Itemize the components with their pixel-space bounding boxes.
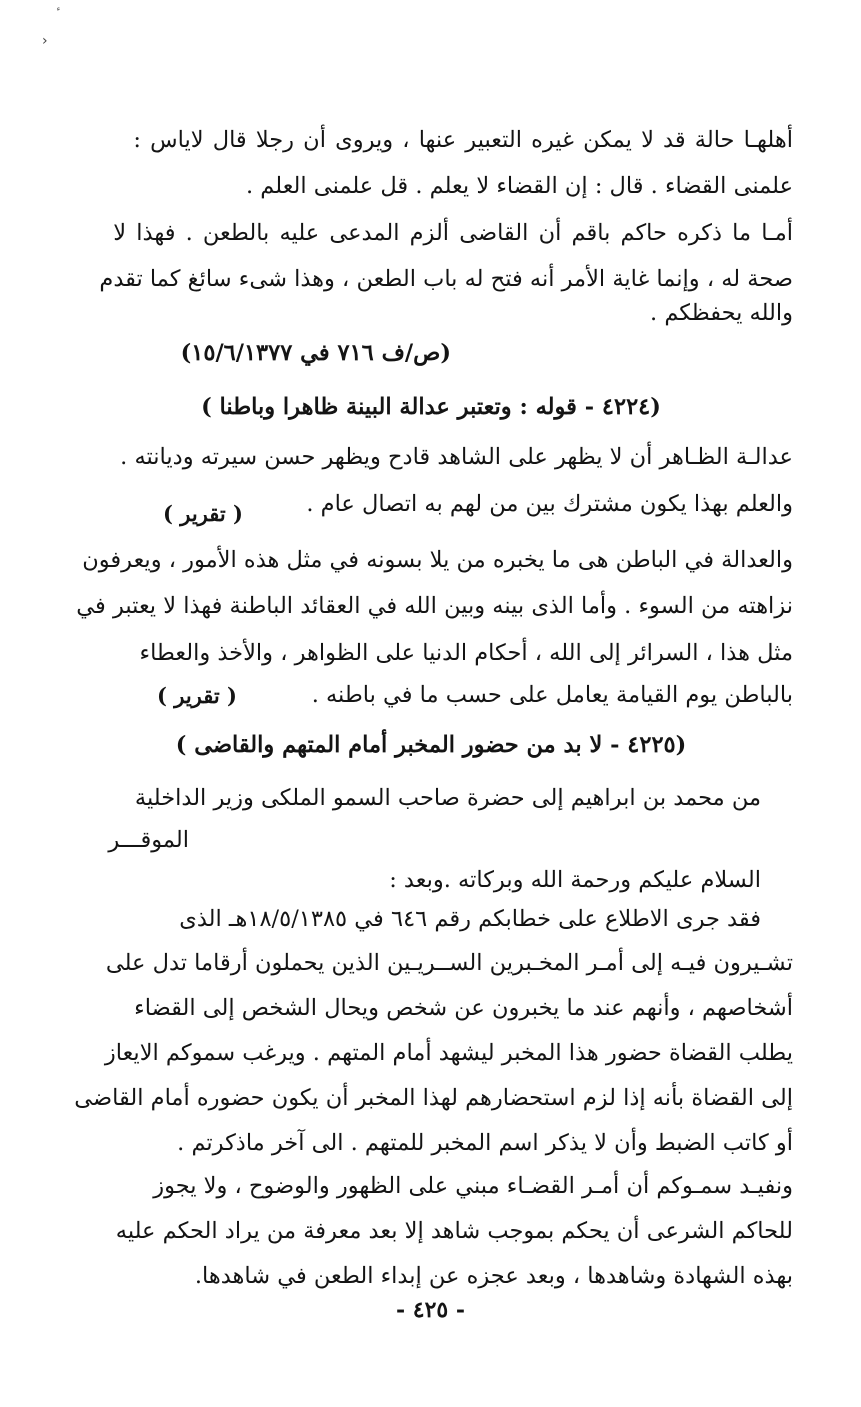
letter-paragraph-line: أو كاتب الضبط وأن لا يذكر اسم المخبر للمتهم . الى آخر ماذكرتم . [177,1130,793,1156]
continuation-line: أهلهـا حالة قد لا يمكن غيره التعبير عنها ، ويروى أن رجلا قال لاياس : [133,127,793,153]
letter-address-line: الموقـــر [108,827,189,853]
section-4224-paragraph-line: والعلم بهذا يكون مشترك بين من لهم به اتصال عام . [306,491,793,517]
letter-greeting: السلام عليكم ورحمة الله وبركاته .وبعد : [389,867,761,893]
letter-paragraph-line: إلى القضاة بأنه إذا لزم استحضارهم لهذا المخبر أن يكون حضوره أمام القاضى [74,1085,793,1111]
section-4224-paragraph-line: والعدالة في الباطن هى ما يخبره من يلا بسونه في مثل هذه الأمور ، ويعرفون [82,547,793,573]
section-4224-paragraph-line: مثل هذا ، السرائر إلى الله ، أحكام الدنيا على الظواهر ، والأخذ والعطاء [139,640,793,666]
letter-paragraph-line: بهذه الشهادة وشاهدها ، وبعد عجزه عن إبداء الطعن في شاهدها. [194,1263,793,1289]
letter-paragraph-line: ونفيـد سمـوكم أن أمـر القضـاء مبني على الظهور والوضوح ، ولا يجوز [153,1173,793,1199]
section-4224-paragraph-line: بالباطن يوم القيامة يعامل على حسب ما في باطنه . [311,682,793,708]
section-heading-4225: (٤٢٢٥ - لا بد من حضور المخبر أمام المتهم والقاضى ) [175,732,687,758]
taqrir-note: ( تقرير ) [157,683,237,708]
letter-paragraph-line: تشـيرون فيـه إلى أمـر المخـبرين الســريـين الذين يحملون أرقاما تدل على [105,950,793,976]
letter-paragraph-line: يطلب القضاة حضور هذا المخبر ليشهد أمام المتهم . ويرغب سموكم الايعاز [104,1040,793,1066]
letter-paragraph-line: فقد جرى الاطلاع على خطابكم رقم ٦٤٦ في ١٨/٥/١٣٨٥هـ الذى [179,906,761,932]
reply-paragraph-line: والله يحفظكم . [650,300,793,326]
letter-paragraph-line: أشخاصهم ، وأنهم عند ما يخبرون عن شخص ويحال الشخص إلى القضاء [134,995,793,1021]
page-number: - ٤٢٥ - [395,1297,466,1323]
taqrir-note: ( تقرير ) [163,501,243,526]
section-4224-paragraph-line: نزاهته من السوء . وأما الذى بينه وبين الله في العقائد الباطنة فهذا لا يعتبر في [76,593,793,619]
reply-paragraph-line: صحة له ، وإنما غاية الأمر أنه فتح له باب الطعن ، وهذا شىء سائغ كما تقدم [99,266,793,292]
scan-speck-mark: › [42,33,48,49]
reply-paragraph-line: أمـا ما ذكره حاكم باقم أن القاضى ألزم المدعى عليه بالطعن . فهذا لا [113,220,793,246]
section-heading-4224: (٤٢٢٤ - قوله : وتعتبر عدالة البينة ظاهرا وباطنا ) [201,394,661,420]
fatwa-reference: (ص/ف ٧١٦ في ١٥/٦/١٣٧٧) [180,340,451,366]
letter-paragraph-line: للحاكم الشرعى أن يحكم بموجب شاهد إلا بعد معرفة من يراد الحكم عليه [115,1218,793,1244]
section-4224-paragraph-line: عدالـة الظـاهر أن لا يظهر على الشاهد قادح ويظهر حسن سيرته وديانته . [120,444,793,470]
continuation-line: علمنى القضاء . قال : إن القضاء لا يعلم . قل علمنى العلم . [245,173,793,199]
letter-address-line: من محمد بن ابراهيم إلى حضرة صاحب السمو الملكى وزير الداخلية [134,785,761,811]
